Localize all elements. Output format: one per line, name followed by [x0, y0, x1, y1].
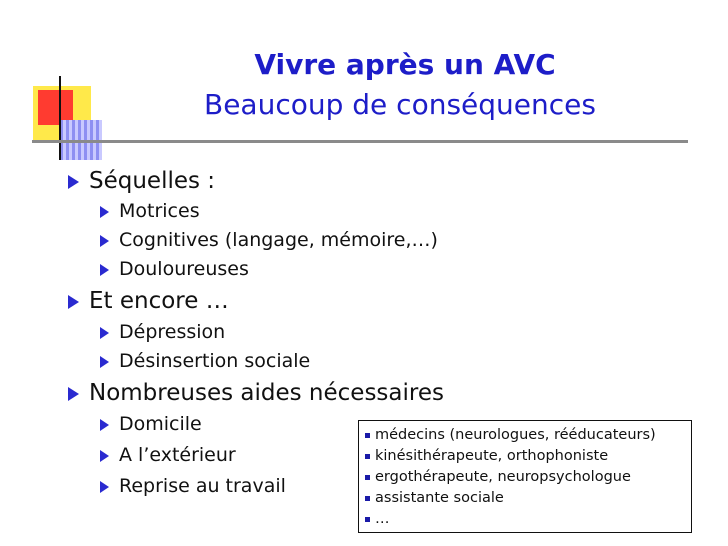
bullet-arrow-icon	[100, 356, 109, 368]
bullet-arrow-icon	[68, 387, 79, 401]
square-bullet-icon	[365, 496, 370, 501]
square-bullet-icon	[365, 475, 370, 480]
box-item: assistante sociale	[365, 488, 685, 509]
bullet-arrow-icon	[100, 327, 109, 339]
bullet-et-encore: Et encore …	[68, 288, 229, 314]
sub-bullet-reprise: Reprise au travail	[100, 475, 286, 497]
box-item: kinésithérapeute, orthophoniste	[365, 446, 685, 467]
sub-bullet-cognitives: Cognitives (langage, mémoire,…)	[100, 229, 438, 251]
bullet-arrow-icon	[68, 295, 79, 309]
bullet-sequelles: Séquelles :	[68, 168, 215, 194]
sub-bullet-douloureuses: Douloureuses	[100, 258, 249, 280]
bullet-arrow-icon	[100, 450, 109, 462]
box-item: médecins (neurologues, rééducateurs)	[365, 425, 685, 446]
bullet-arrow-icon	[100, 206, 109, 218]
slide-subtitle: Beaucoup de conséquences	[204, 88, 596, 121]
sub-bullet-depression: Dépression	[100, 321, 225, 343]
square-bullet-icon	[365, 517, 370, 522]
bullet-arrow-icon	[100, 235, 109, 247]
bullet-arrow-icon	[100, 481, 109, 493]
bullet-arrow-icon	[100, 419, 109, 431]
box-item: ergothérapeute, neuropsychologue	[365, 467, 685, 488]
title-underline	[32, 140, 688, 143]
sub-bullet-desinsertion: Désinsertion sociale	[100, 350, 310, 372]
box-item: …	[365, 509, 685, 530]
bullet-nombreuses-aides: Nombreuses aides nécessaires	[68, 380, 444, 406]
square-bullet-icon	[365, 433, 370, 438]
sub-bullet-motrices: Motrices	[100, 200, 200, 222]
square-bullet-icon	[365, 454, 370, 459]
bullet-arrow-icon	[100, 264, 109, 276]
sub-bullet-exterieur: A l’extérieur	[100, 444, 236, 466]
slide-title: Vivre après un AVC	[254, 48, 556, 81]
helpers-box	[358, 420, 692, 533]
sub-bullet-domicile: Domicile	[100, 413, 202, 435]
bullet-arrow-icon	[68, 175, 79, 189]
